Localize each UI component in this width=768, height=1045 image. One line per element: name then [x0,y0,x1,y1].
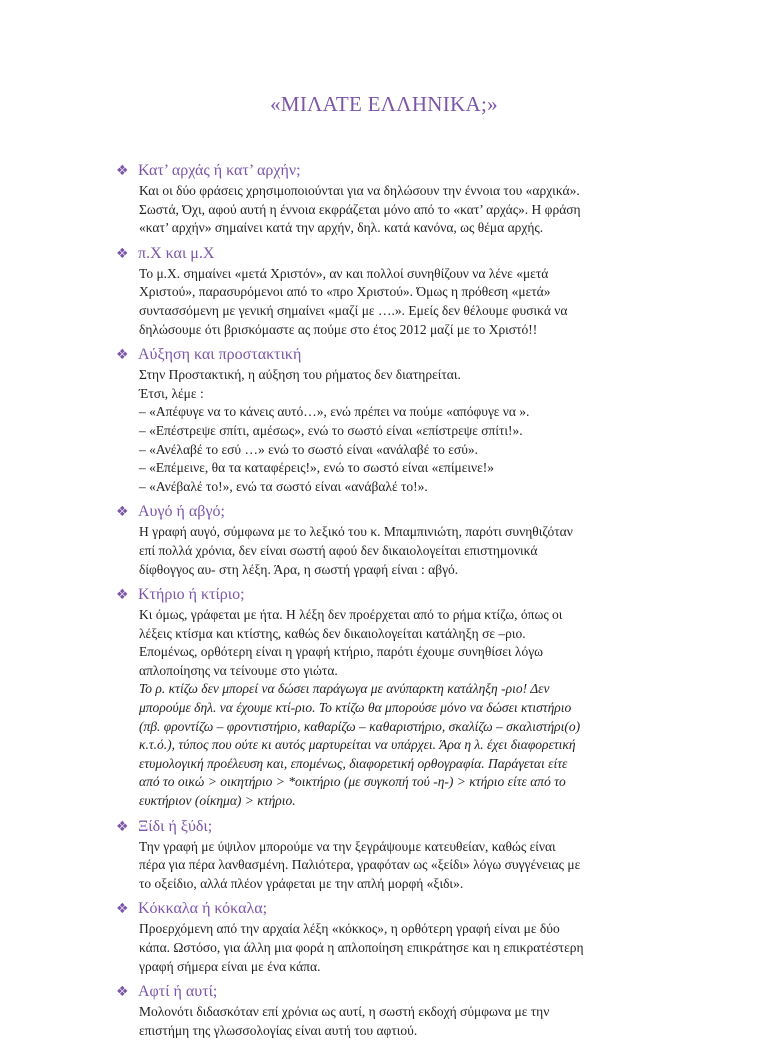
text-line: – «Ανέλαβέ το εσύ …» ενώ το σωστό είναι «ανάλαβέ το εσύ». [139,441,479,457]
text-line: Χριστού», παρασυρόμενοι από το «προ Χριστού». Όμως η πρόθεση «μετά» [139,284,551,300]
section-heading: ❖ Αύξηση και προστακτική [112,344,652,366]
section-body [112,182,652,238]
italic-text-line: ευκτήριον (οίκημα) > κτήριο. [139,793,296,809]
section-afksisi-prostaktiki [112,344,652,496]
section-body [112,838,652,894]
text-line: Στην Προστακτική, η αύξηση του ρήματος δεν διατηρείται. [139,367,461,383]
diamond-bullet-icon: ❖ [116,245,129,262]
text-line: επιστήμη της γλωσσολογίας είναι αυτή του αφτιού. [139,1022,418,1038]
section-body [112,523,652,579]
text-line: πέρα για πέρα λανθασμένη. Παλιότερα, γραφόταν ως «ξείδι» λόγω συγγένειας με [139,857,581,873]
text-line: Επομένως, ορθότερη είναι η γραφή κτήριο, παρότι έχουμε συνηθίσει λόγω [139,644,544,660]
diamond-bullet-icon: ❖ [116,818,129,835]
text-line: «κατ’ αρχήν» σημαίνει κατά την αρχήν, δηλ. κατά κανόνα, ως θέμα αρχής. [139,220,544,236]
section-heading: ❖ Ξίδι ή ξύδι; [112,816,652,838]
text-line: Μολονότι διδασκόταν επί χρόνια ως αυτί, η σωστή εκδοχή σύμφωνα με την [139,1004,550,1020]
text-line: Προερχόμενη από την αρχαία λέξη «κόκκος», η ορθότερη γραφή είναι με δύο [139,921,560,937]
diamond-bullet-icon: ❖ [116,984,129,1001]
sections-list [112,160,652,1045]
text-line: κάπα. Ωστόσο, για άλλη μια φορά η απλοποίηση επικράτησε και η επικρατέστερη [139,940,584,955]
text-line: λέξεις κτίσμα και κτίστης, καθώς δεν δικαιολογείται κατάληξη σε –ριο. [139,625,526,641]
diamond-bullet-icon: ❖ [116,587,129,604]
section-body [112,366,652,496]
italic-text-line: ετυμολογική προέλευση και, επομένως, διαφορετική ορθογραφία. Παράγεται είτε [139,755,568,771]
section-heading: ❖ Αφτί ή αυτί; [112,981,652,1003]
text-line: Το μ.Χ. σημαίνει «μετά Χριστόν», αν και πολλοί συνηθίζουν να λένε «μετά [139,265,549,281]
diamond-bullet-icon: ❖ [116,901,129,918]
text-line: Έτσι, λέμε : [139,385,204,401]
text-line: – «Επέμεινε, θα τα καταφέρεις!», ενώ το σωστό είναι «επίμεινε!» [139,460,495,476]
text-line: Σωστά, Όχι, αφού αυτή η έννοια εκφράζεται μόνο από το «κατ’ αρχάς». Η φράση [139,201,581,217]
text-line: δηλώσουμε ότι βρισκόμαστε ας πούμε στο έτος 2012 μαζί με το Χριστό!! [139,321,538,337]
italic-text-line: κ.τ.ό.), τύπος που ούτε κι αυτός μαρτυρείται να υπάρχει. Άρα η λ. έχει διαφορετική [139,737,576,753]
text-line: Την γραφή με ύψιλον μπορούμε να την ξεγράψουμε κατευθείαν, καθώς είναι [139,838,556,854]
section-px-mx [112,243,652,339]
section-body [112,606,652,811]
text-line: – «Ανέβαλέ το!», ενώ τα σωστό είναι «ανάβαλέ το!». [139,478,428,494]
text-line: – «Επέστρεψε σπίτι, αμέσως», ενώ το σωστό είναι «επίστρεψε σπίτι!». [139,422,523,438]
text-line: συντασσόμενη με γενική σημαίνει «μαζί με ….». Εμείς δεν θέλουμε φυσικά να [139,302,568,318]
italic-text-line: (πβ. φροντίζω – φροντιστήριο, καθαρίζω – καθαριστήριο, σκαλίζω – σκαλιστήρι(ο) [139,718,581,734]
section-ksidi [112,816,652,894]
text-line: Και οι δύο φράσεις χρησιμοποιούνται για να δηλώσουν την έννοια του «αρχικά». [139,183,580,198]
italic-text-line: Το ρ. κτίζω δεν μπορεί να δώσει παράγωγα με ανύπαρκτη κατάληξη -ριο! Δεν [139,681,550,697]
text-line: το οξείδιο, αλλά πλέον γράφεται με την απλή μορφή «ξιδι». [139,875,464,891]
page-title: «ΜΙΛΑΤΕ ΕΛΛΗΝΙΚΑ;» [270,92,498,116]
section-heading: ❖ Κατ’ αρχάς ή κατ’ αρχήν; [112,160,652,182]
italic-text-line: από το οικώ > οικητήριο > *οικτήριο (με συγκοπή τού -η-) > κτήριο είτε από το [139,774,566,790]
diamond-bullet-icon: ❖ [116,504,129,521]
section-body [112,265,652,339]
section-ktirio [112,584,652,811]
section-heading: ❖ π.Χ και μ.Χ [112,243,652,265]
text-line: Κι όμως, γράφεται με ήτα. Η λέξη δεν προέρχεται από το ρήμα κτίζω, όπως οι [139,607,563,623]
section-avgo [112,501,652,579]
section-heading: ❖ Κτήριο ή κτίριο; [112,584,652,606]
section-heading: ❖ Αυγό ή αβγό; [112,501,652,523]
text-line: επί πολλά χρόνια, δεν είναι σωστή αφού δεν δικαιολογείται επιστημονικά [139,542,538,558]
section-body [112,1003,652,1040]
section-kat-arxas [112,160,652,238]
text-line: δίφθογγος αυ- στη λέξη. Άρα, η σωστή γραφή είναι : αβγό. [139,561,459,577]
section-kokkala [112,898,652,976]
section-afti [112,981,652,1040]
diamond-bullet-icon: ❖ [116,347,129,364]
section-body [112,920,652,976]
text-line: – «Απέφυγε να το κάνεις αυτό…», ενώ πρέπει να πούμε «απόφυγε να ». [139,404,530,420]
diamond-bullet-icon: ❖ [116,163,129,179]
italic-text-line: μπορούμε δηλ. να έχουμε κτί-ριο. Το κτίζω θα μπορούσε μόνο να δώσει κτιστήριο [139,700,572,716]
text-line: γραφή σήμερα είναι με ένα κάπα. [139,958,321,974]
text-line: απλοποίησης να τείνουμε στο γιώτα. [139,662,338,678]
section-heading: ❖ Κόκκαλα ή κόκαλα; [112,898,652,920]
text-line: Η γραφή αυγό, σύμφωνα με το λεξικό του κ. Μπαμπινιώτη, παρότι συνηθιζόταν [139,524,573,540]
